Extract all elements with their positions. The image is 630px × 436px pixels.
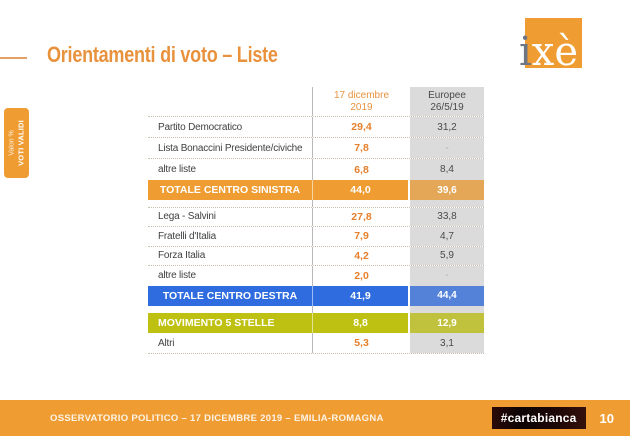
value-current: 8,8: [313, 313, 410, 333]
row-label: altre liste: [148, 159, 313, 180]
row-label: Fratelli d'Italia: [148, 227, 313, 246]
side-tab-text: [4, 108, 29, 178]
footer-source-text: OSSERVATORIO POLITICO – 17 DICEMBRE 2019 – EMILIA-ROMAGNA: [50, 412, 384, 424]
row-label: Lega - Salvini: [148, 208, 313, 227]
logo-letter-i: i: [519, 29, 532, 75]
value-europee: -: [410, 138, 484, 158]
value-current: 41,9: [313, 286, 410, 306]
table-gap-row: [148, 200, 484, 208]
value-europee: 39,6: [410, 180, 484, 200]
gap-europee-cell: [410, 306, 484, 314]
table-row: [148, 208, 484, 228]
value-current: 6,8: [354, 163, 369, 176]
column-header-current-line1: 17 dicembre: [333, 90, 390, 101]
table-row: [148, 117, 484, 138]
value-europee: 5,9: [410, 247, 484, 266]
title-dash: [0, 57, 27, 59]
column-header-europee-line2: 26/5/19: [430, 101, 464, 113]
value-current: 2,0: [354, 269, 369, 282]
row-label: Partito Democratico: [148, 117, 313, 137]
column-header-current: [313, 87, 410, 116]
gap-label-cell: [148, 200, 313, 207]
table-total-row: [148, 180, 484, 200]
table-row: [148, 266, 484, 286]
table-row: [148, 159, 484, 180]
value-europee: 3,1: [410, 333, 484, 353]
gap-europee-cell: [410, 200, 484, 207]
value-europee: 44,4: [410, 286, 484, 306]
gap-current-cell: [313, 306, 410, 314]
table-row: [148, 247, 484, 267]
value-europee: -: [410, 266, 484, 286]
table-header-row: [148, 87, 484, 117]
table-total-row: [148, 286, 484, 306]
value-current: 27,8: [351, 210, 372, 223]
table-row: [148, 138, 484, 159]
value-europee: 4,7: [410, 227, 484, 246]
row-label: Altri: [148, 333, 313, 353]
table-row: [148, 227, 484, 247]
footer-bar: [0, 400, 630, 436]
side-tab-line2: VOTI VALIDI: [16, 120, 26, 166]
table-gap-row: [148, 306, 484, 314]
ixe-logo-text: [519, 29, 579, 75]
value-current: 7,9: [354, 230, 369, 243]
value-europee: 12,9: [410, 313, 484, 333]
row-label: MOVIMENTO 5 STELLE: [148, 313, 313, 333]
side-tab-valori: [4, 108, 29, 178]
footer-right-group: [492, 407, 614, 429]
row-label: TOTALE CENTRO DESTRA: [148, 286, 313, 306]
results-table: [148, 87, 484, 354]
ixe-logo: [519, 18, 582, 75]
side-tab-line1: Valori %: [7, 130, 15, 156]
table-total-row: [148, 313, 484, 333]
page-number: 10: [599, 410, 614, 426]
header-empty-cell: [148, 87, 313, 116]
column-header-current-line2: 2019: [350, 101, 373, 113]
value-current: 5,3: [354, 337, 369, 349]
value-current: 4,2: [354, 249, 369, 262]
gap-current-cell: [313, 200, 410, 207]
cartabianca-badge: #cartabianca: [492, 407, 586, 429]
table-row: [148, 333, 484, 354]
page-title: Orientamenti di voto – Liste: [47, 42, 278, 67]
row-label: Forza Italia: [148, 247, 313, 266]
row-label: Lista Bonaccini Presidente/civiche: [148, 138, 313, 158]
row-label: TOTALE CENTRO SINISTRA: [148, 180, 313, 200]
logo-letters-xe: xè: [531, 29, 579, 75]
value-europee: 31,2: [410, 117, 484, 137]
value-current: 7,8: [354, 142, 369, 154]
value-europee: 8,4: [410, 159, 484, 180]
column-header-europee-line1: Europee: [428, 90, 466, 101]
gap-label-cell: [148, 306, 313, 314]
value-current: 44,0: [313, 180, 410, 200]
row-label: altre liste: [148, 266, 313, 286]
value-current: 29,4: [351, 121, 372, 133]
value-europee: 33,8: [410, 208, 484, 227]
column-header-europee: [410, 87, 484, 116]
